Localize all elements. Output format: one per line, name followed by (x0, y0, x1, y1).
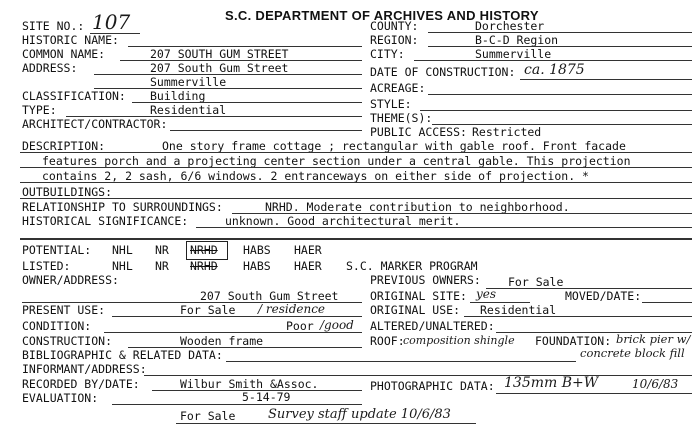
style-label: STYLE: (370, 97, 412, 111)
present-use-value: For Sale (180, 303, 236, 317)
outbuildings-rule (20, 198, 692, 199)
foundation-value-line1: brick pier w/ (616, 332, 691, 346)
listed-habs: HABS (243, 259, 271, 273)
potential-label: POTENTIAL: (22, 243, 92, 257)
type-label: TYPE: (22, 103, 57, 117)
roof-value: composition shingle (403, 334, 515, 347)
region-line (428, 46, 692, 47)
potential-nr: NR (155, 243, 169, 257)
acreage-line (428, 94, 692, 95)
owner-value: 207 South Gum Street (200, 289, 339, 303)
potential-nhl: NHL (112, 243, 133, 257)
present-use-handwritten: / residence (258, 302, 326, 316)
city-value: Summerville (475, 47, 552, 61)
section-divider (20, 238, 692, 240)
footer-survey-update: Survey staff update 10/6/83 (268, 407, 451, 422)
roof-label: ROOF: (370, 334, 405, 348)
owner-label: OWNER/ADDRESS: (22, 273, 119, 287)
county-label: COUNTY: (370, 19, 419, 33)
acreage-label: ACREAGE: (370, 81, 426, 95)
nrhd-checkbox-mark (186, 241, 228, 260)
footer-line (176, 423, 476, 424)
foundation-label: FOUNDATION: (535, 334, 612, 348)
listed-haer: HAER (294, 259, 322, 273)
relationship-label: RELATIONSHIP TO SURROUNDINGS: (22, 200, 223, 214)
description-label: DESCRIPTION: (22, 139, 106, 153)
original-site-label: ORIGINAL SITE: (370, 289, 467, 303)
agency-title: S.C. DEPARTMENT OF ARCHIVES AND HISTORY (225, 8, 539, 23)
description-rule-2 (20, 167, 692, 168)
site-no-label: SITE NO.: (22, 19, 85, 33)
listed-nr: NR (155, 259, 169, 273)
theme-line (432, 124, 692, 125)
county-value: Dorchester (475, 19, 545, 33)
type-value: Residential (150, 103, 227, 117)
footer-for-sale: For Sale (180, 409, 236, 423)
recorded-date: 5-14-79 (242, 390, 291, 404)
city-label: CITY: (370, 47, 405, 61)
classification-value: Building (150, 89, 206, 103)
photographic-date: 10/6/83 (632, 377, 679, 391)
city-line (414, 60, 692, 61)
previous-owners-value: For Sale (508, 275, 564, 289)
present-use-line (112, 316, 362, 317)
moved-date-label: MOVED/DATE: (565, 289, 642, 303)
construction-value: Wooden frame (180, 334, 264, 348)
potential-habs: HABS (243, 243, 271, 257)
outbuildings-label: OUTBUILDINGS: (22, 185, 113, 199)
address-line1-rule (94, 74, 362, 75)
photographic-value: 135mm B+W (504, 375, 599, 391)
relationship-value: NRHD. Moderate contribution to neighborhood. (265, 200, 570, 214)
public-access-label: PUBLIC ACCESS: (370, 125, 467, 139)
bibliographic-label: BIBLIOGRAPHIC & RELATED DATA: (22, 348, 223, 362)
condition-line (104, 332, 362, 333)
description-rule-1 (20, 152, 692, 153)
date-of-construction-value: ca. 1875 (524, 62, 585, 78)
date-line (520, 79, 692, 80)
potential-nrhd: NRHD (190, 243, 218, 257)
description-line1: One story frame cottage ; rectangular with gable roof. Front facade (162, 139, 626, 153)
county-line (428, 32, 692, 33)
description-rule-3 (20, 182, 692, 183)
style-line (420, 110, 692, 111)
photographic-line (496, 393, 692, 394)
potential-haer: HAER (294, 243, 322, 257)
architect-label: ARCHITECT/CONTRACTOR: (22, 117, 168, 131)
present-use-label: PRESENT USE: (22, 303, 106, 317)
date-of-construction-label: DATE OF CONSTRUCTION: (370, 65, 516, 79)
common-name-value: 207 SOUTH GUM STREET (150, 47, 289, 61)
original-use-line (464, 316, 692, 317)
listed-label: LISTED: (22, 259, 71, 273)
description-line2: features porch and a projecting center section under a central gable. This projection (42, 154, 631, 168)
description-line3: contains 2, 2 sash, 6/6 windows. 2 entranceways on either side of projection. * (42, 169, 589, 183)
address-line1: 207 South Gum Street (150, 61, 289, 75)
evaluation-line (112, 404, 362, 405)
region-label: REGION: (370, 33, 419, 47)
classification-label: CLASSIFICATION: (22, 89, 126, 103)
original-use-label: ORIGINAL USE: (370, 303, 461, 317)
photographic-label: PHOTOGRAPHIC DATA: (370, 379, 495, 393)
condition-value: Poor (286, 319, 314, 333)
address-line2: Summerville (150, 75, 227, 89)
historic-name-label: HISTORIC NAME: (22, 33, 119, 47)
significance-value: unknown. Good architectural merit. (225, 214, 461, 228)
moved-date-line (642, 302, 692, 303)
architect-line (170, 130, 362, 131)
bibliographic-line (226, 361, 576, 362)
recorded-by-label: RECORDED BY/DATE: (22, 377, 140, 391)
common-name-label: COMMON NAME: (22, 47, 106, 61)
original-use-value: Residential (480, 303, 557, 317)
recorded-by-value: Wilbur Smith &Assoc. (180, 377, 319, 391)
public-access-value: Restricted (472, 125, 542, 139)
theme-label: THEME(S): (370, 111, 433, 125)
address-label: ADDRESS: (22, 61, 78, 75)
significance-line (196, 227, 692, 228)
informant-line (144, 375, 692, 376)
condition-handwritten: /good (320, 318, 354, 332)
marker-program-label: S.C. MARKER PROGRAM (346, 259, 478, 273)
significance-label: HISTORICAL SIGNIFICANCE: (22, 214, 189, 228)
address-line2-rule (94, 88, 362, 89)
foundation-value-line2: concrete block fill (580, 346, 685, 360)
site-no-value: 107 (92, 10, 131, 34)
original-site-value: yes (476, 287, 497, 301)
previous-owners-label: PREVIOUS OWNERS: (370, 273, 481, 287)
region-value: B-C-D Region (475, 33, 559, 47)
evaluation-label: EVALUATION: (22, 391, 99, 405)
altered-label: ALTERED/UNALTERED: (370, 319, 495, 333)
informant-label: INFORMANT/ADDRESS: (22, 362, 147, 376)
listed-nhl: NHL (112, 259, 133, 273)
construction-label: CONSTRUCTION: (22, 334, 113, 348)
listed-nrhd: NRHD (190, 259, 218, 273)
condition-label: CONDITION: (22, 319, 92, 333)
